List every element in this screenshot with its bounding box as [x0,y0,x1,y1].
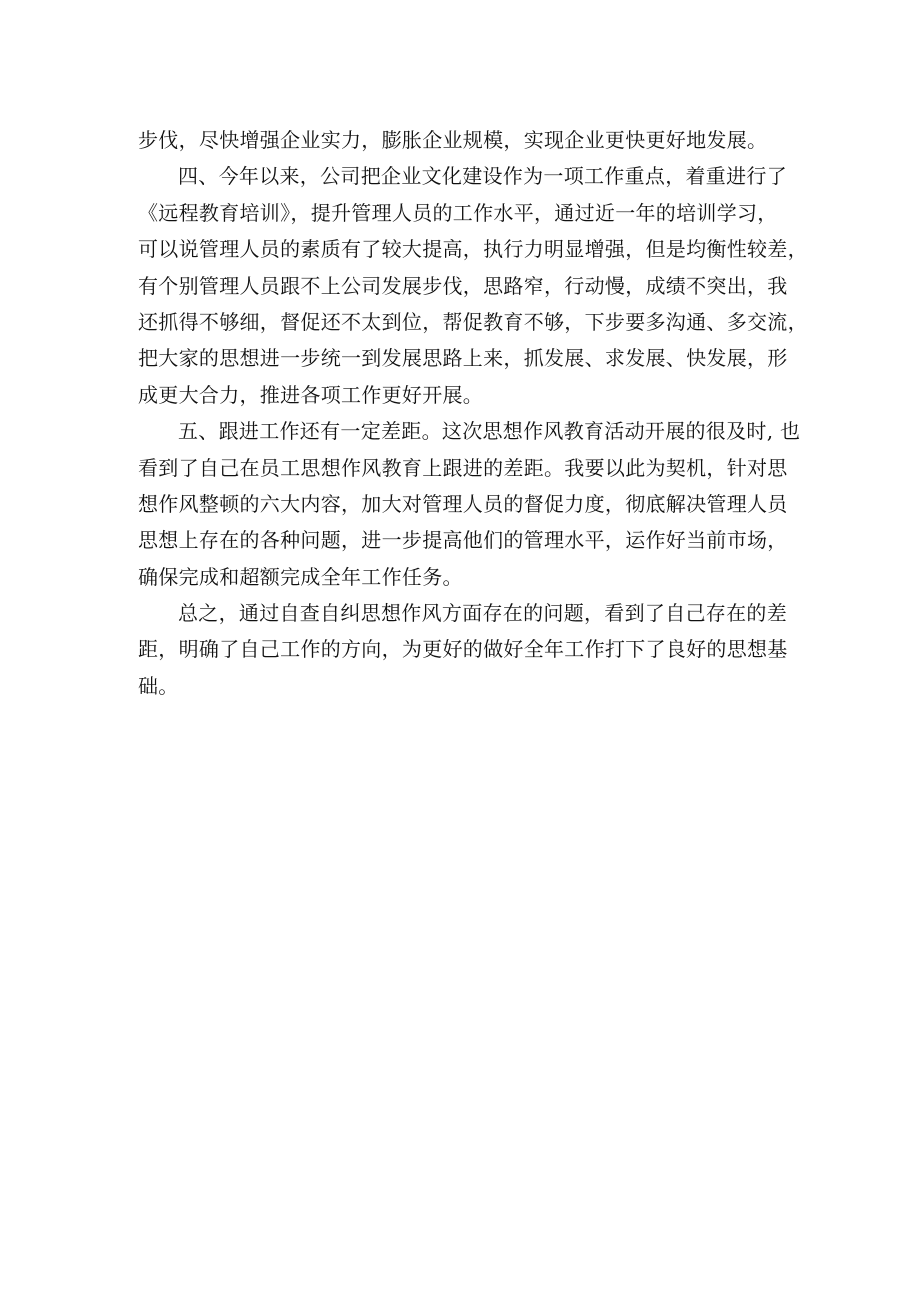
text-line: 看到了自己在员工思想作风教育上跟进的差距。我要以此为契机，针对思 [138,455,788,480]
text-line: 成更大合力，推进各项工作更好开展。 [138,382,484,407]
text-line: 《远程教育培训》，提升管理人员的工作水平，通过近一年的培训学习， [138,200,778,225]
text-line: 有个别管理人员跟不上公司发展步伐，思路窄，行动慢，成绩不突出，我 [138,273,788,298]
text-line: 想作风整顿的六大内容，加大对管理人员的督促力度，彻底解决管理人员 [138,491,788,516]
document-body [138,122,808,704]
text-line: 四、今年以来，公司把企业文化建设作为一项工作重点，着重进行了 [178,164,787,189]
text-line: 步伐，尽快增强企业实力，膨胀企业规模，实现企业更快更好地发展。 [138,128,768,152]
text-line: 距，明确了自己工作的方向，为更好的做好全年工作打下了良好的思想基 [138,637,788,662]
text-line: 础。 [138,673,179,698]
text-line: 总之，通过自查自纠思想作风方面存在的问题，看到了自己存在的差 [178,601,787,626]
text-line: 五、跟进工作还有一定差距。这次思想作风教育活动开展的很及时, 也 [178,419,801,444]
text-line: 思想上存在的各种问题，进一步提高他们的管理水平，运作好当前市场， [138,528,788,553]
text-line: 把大家的思想进一步统一到发展思路上来，抓发展、求发展、快发展，形 [138,346,788,371]
text-line: 确保完成和超额完成全年工作任务。 [138,564,463,589]
text-line: 还抓得不够细，督促还不太到位，帮促教育不够，下步要多沟通、多交流， [138,309,808,334]
text-line: 可以说管理人员的素质有了较大提高，执行力明显增强，但是均衡性较差， [138,237,808,262]
